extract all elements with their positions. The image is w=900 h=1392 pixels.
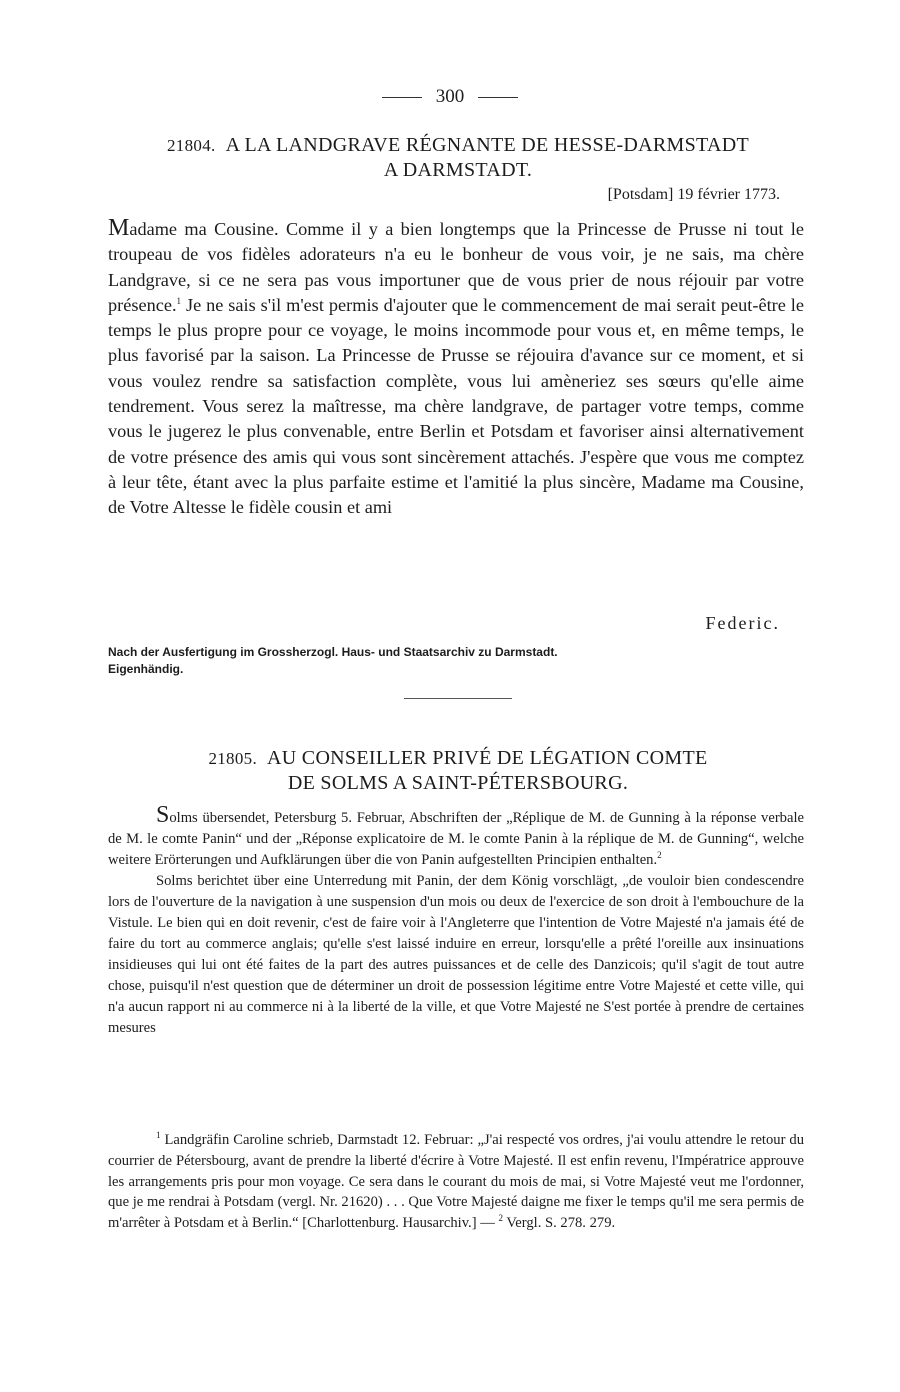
footnote-marker: 2 xyxy=(498,1213,503,1224)
footnote-ref: 2 xyxy=(657,850,662,861)
letter1-body xyxy=(108,216,804,521)
source-line: Eigenhändig. xyxy=(108,662,184,676)
page-number: 300 xyxy=(0,86,900,108)
letter2-para1: olms übersendet, Petersburg 5. Februar, Abschriften der „Réplique de M. de Gunning à la réponse verbale de M. le comte Panin“ und der „Réponse explicatoire de M. le comte Panin à la réplique de M. de Gunning“, welche weitere Erörterungen und Aufklärungen über die von Panin aufgestellten Principien enthalten. xyxy=(108,810,804,868)
letter2-heading-line1: AU CONSEILLER PRIVÉ DE LÉGATION COMTE xyxy=(267,747,708,769)
letter1-text-continued: Je ne sais s'il m'est permis d'ajouter que le commencement de mai serait peut-être le temps le plus propre pour ce voyage, le moins incommode pour vous et, en même temps, le plus favorisé par la saison. La Princesse de Prusse se réjouira d'avance sur ce moment, et si vous voulez rendre sa satisfaction complète, vous lui amèneriez ses sœurs qu'elle aime tendrement. Vous serez la maîtresse, ma chère landgrave, de partager votre temps, comme vous le jugerez le plus convenable, entre Berlin et Potsdam et favoriser ainsi alternativement de votre présence des amis qui vous sont sincèrement attachés. J'espère que vous me comptez à leur tête, étant avec la plus parfaite estime et l'amitié la plus sincère, Madame ma Cousine, de Votre Altesse le fidèle cousin et ami xyxy=(108,294,804,518)
divider xyxy=(382,97,422,98)
section-divider xyxy=(404,698,512,699)
source-line: Nach der Ausfertigung im Grossherzogl. Haus- und Staatsarchiv zu Darmstadt. xyxy=(108,645,558,659)
letter1-source-note xyxy=(108,644,804,678)
footnotes xyxy=(108,1130,804,1234)
letter1-signature: Federic. xyxy=(705,613,780,633)
footnote-marker: 1 xyxy=(156,1130,161,1141)
letter2-dropcap: S xyxy=(156,802,170,828)
letter1-dropcap: M xyxy=(108,215,130,241)
letter2-heading xyxy=(108,746,808,796)
footnote-text: Vergl. S. 278. 279. xyxy=(506,1215,616,1232)
letter1-text: adame ma Cousine. Comme il y a bien longtemps que la Princesse de Prusse ni tout le troupeau de vos fidèles adorateurs n'a eu le bonheur de vous voir, je ne sais, ma chère Landgrave, si ce ne sera pas vous importuner que de vous prier de nous réjouir par votre présence. xyxy=(108,219,804,315)
letter1-heading xyxy=(108,133,808,183)
letter1-heading-line1: A LA LANDGRAVE RÉGNANTE DE HESSE-DARMSTADT xyxy=(225,134,749,156)
letter1-number: 21804. xyxy=(167,136,216,155)
letter2-body xyxy=(108,803,804,1039)
letter1-heading-line2: A DARMSTADT. xyxy=(383,159,533,181)
letter1-dateline: [Potsdam] 19 février 1773. xyxy=(607,186,780,203)
letter2-heading-line2: DE SOLMS A SAINT-PÉTERSBOURG. xyxy=(287,772,629,794)
letter2-para2: Solms berichtet über eine Unterredung mit Panin, der dem König vorschlägt, „de vouloir bien condescendre lors de l'ouverture de la navigation à une suspension d'un mois ou deux de l'exercice de son droit à l'embouchure de la Vistule. Le bien qui en doit revenir, c'est de faire voir à l'Angleterre que l'intention de Votre Majesté n'a jamais été de faire du tort au commerce anglais; qu'elle s'est laissé induire en erreur, lorsqu'elle a prêté l'oreille aux insinuations insidieuses qui lui ont été faites de la part des autres puissances et de celle des Danzicois; qu'il s'agit de tout autre chose, puisqu'il n'est question que de déterminer un droit de possession légitime entre Votre Majesté et cette ville, qui n'a aucun rapport ni au commerce ni à la liberté de la ville, et que Votre Majesté ne S'est portée à prendre de certaines mesures xyxy=(108,873,804,1036)
divider xyxy=(478,97,518,98)
letter2-number: 21805. xyxy=(208,749,258,768)
footnote-text: Landgräfin Caroline schrieb, Darmstadt 12. Februar: „J'ai respecté vos ordres, j'ai voulu attendre le retour du courrier de Pétersbourg, avant de prendre la liberté d'écrire à Votre Majesté. Il est enfin revenu, l'Impératrice approuve les arrangements pris pour mon voyage. Ce sera dans le courant du mois de mai, si Votre Majesté veut me l'ordonner, que je me rendrai à Potsdam (vergl. Nr. 21620) . . . Que Votre Majesté daigne me fixer le temps qu'il me sera permis de m'arrêter à Potsdam et à Berlin.“ [Charlottenburg. Hausarchiv.] — xyxy=(108,1132,804,1232)
footnote-ref: 1 xyxy=(176,295,182,306)
